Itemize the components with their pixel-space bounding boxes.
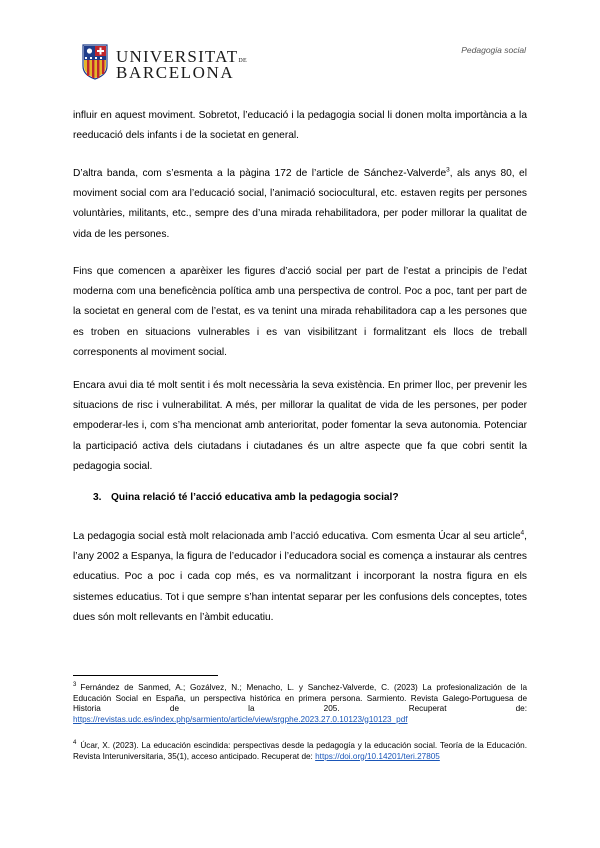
paragraph-5: La pedagogia social està molt relacionada amb l’acció educativa. Com esmenta Úcar al seu article$^4$, l’any 2002 a Espanya, la figura de l’educador i l’educadora social es comença a instaurar als centres educatius. Poc a poc i cada cop més, es va normalitzant i incorporant la nostra figura en els sistemes educatius. Tot i que sempre s’han intentat separar per les confusions dels conceptes, totes dues són molt rellevants en l’àmbit educatiu.	[73, 529, 527, 623]
paragraph-2: D’altra banda, com s’esmenta a la pàgina 172 de l’article de Sánchez-Valverde$^3$, als anys 80, el moviment social com ara l’educació social, l’animació sociocultural, etc. estaven regits per persones voluntàries, militants, etc., sempre des d’una mirada rehabilitadora, per poder millorar la qualitat de vida de les persones.	[73, 166, 527, 240]
section-number: 3.	[93, 492, 102, 503]
footnote-3-mark: 3	[73, 682, 77, 689]
paragraph-4: Encara avui dia té molt sentit i és molt necessària la seva existència. En primer lloc, per prevenir les situacions de risc i vulnerabilitat. A més, per millorar la qualitat de vida de les persones, per poder empoderar-les i, com s’ha mencionat amb anterioritat, poder fomentar la seva autonomia. Potenciar la participació activa dels ciutadans i ciutadanes és un altre aspecte que fa que cobri sentit la pedagogia social.	[73, 380, 527, 472]
paragraph-1: influir en aquest moviment. Sobretot, l’educació i la pedagogia social li donen molta importància a la reeducació dels infants i de la societat en general.	[73, 110, 527, 142]
footnote-4-mark: 4	[73, 740, 77, 747]
university-name-de: DE	[238, 58, 247, 64]
footnote-ref-4[interactable]: 4	[520, 529, 525, 537]
section-title: Quina relació té l’acció educativa amb la pedagogia social?	[111, 492, 399, 503]
footnote-3-link[interactable]: https://revistas.udc.es/index.php/sarmiento/article/view/srgphe.2023.27.0.10123/g10123_pdf	[73, 714, 408, 724]
footnote-divider	[73, 675, 218, 676]
footnote-4	[73, 741, 527, 762]
footnote-ref-3[interactable]: 3	[446, 166, 450, 174]
university-name-line1: UNIVERSITATDE	[116, 47, 247, 66]
university-name-line2: BARCELONA	[116, 63, 235, 82]
paragraph-3: Fins que comencen a aparèixer les figures d’acció social per part de l’estat a principis de l’edat moderna com una beneficència política amb una perspectiva de control. Poc a poc, tant per part de la societat en general com de l’estat, es va tenint una mirada rehabilitadora cap a les persones que es troben en situacions vulnerables i es van visibilitzant i formalitzant els llocs de treball corresponents al moviment social.	[73, 266, 527, 358]
running-title: Pedagogia social	[461, 45, 526, 55]
footnote-4-link[interactable]: https://doi.org/10.14201/teri.27805	[315, 751, 440, 761]
section-heading	[93, 492, 399, 503]
university-logo	[82, 44, 247, 84]
footnote-3-text: Fernández de Sanmed, A.; Gozálvez, N.; Menacho, L. y Sanchez-Valverde, C. (2023) La profesionalización de la Educación Social en España, un perspectiva histórica en primera persona. Sarmiento. Revista Galego-Portuguesa de Historia de la 205. Recuperat de:	[73, 683, 527, 714]
footnote-3	[73, 683, 527, 725]
university-crest-icon	[82, 44, 108, 80]
footnote-4-text: Úcar, X. (2023). La educación escindida: perspectivas desde la pedagogía y la educación social. Teoría de la Educación. Revista Interuniversitaria, 35(1), acceso anticipado. Recuperat de:	[73, 741, 527, 761]
